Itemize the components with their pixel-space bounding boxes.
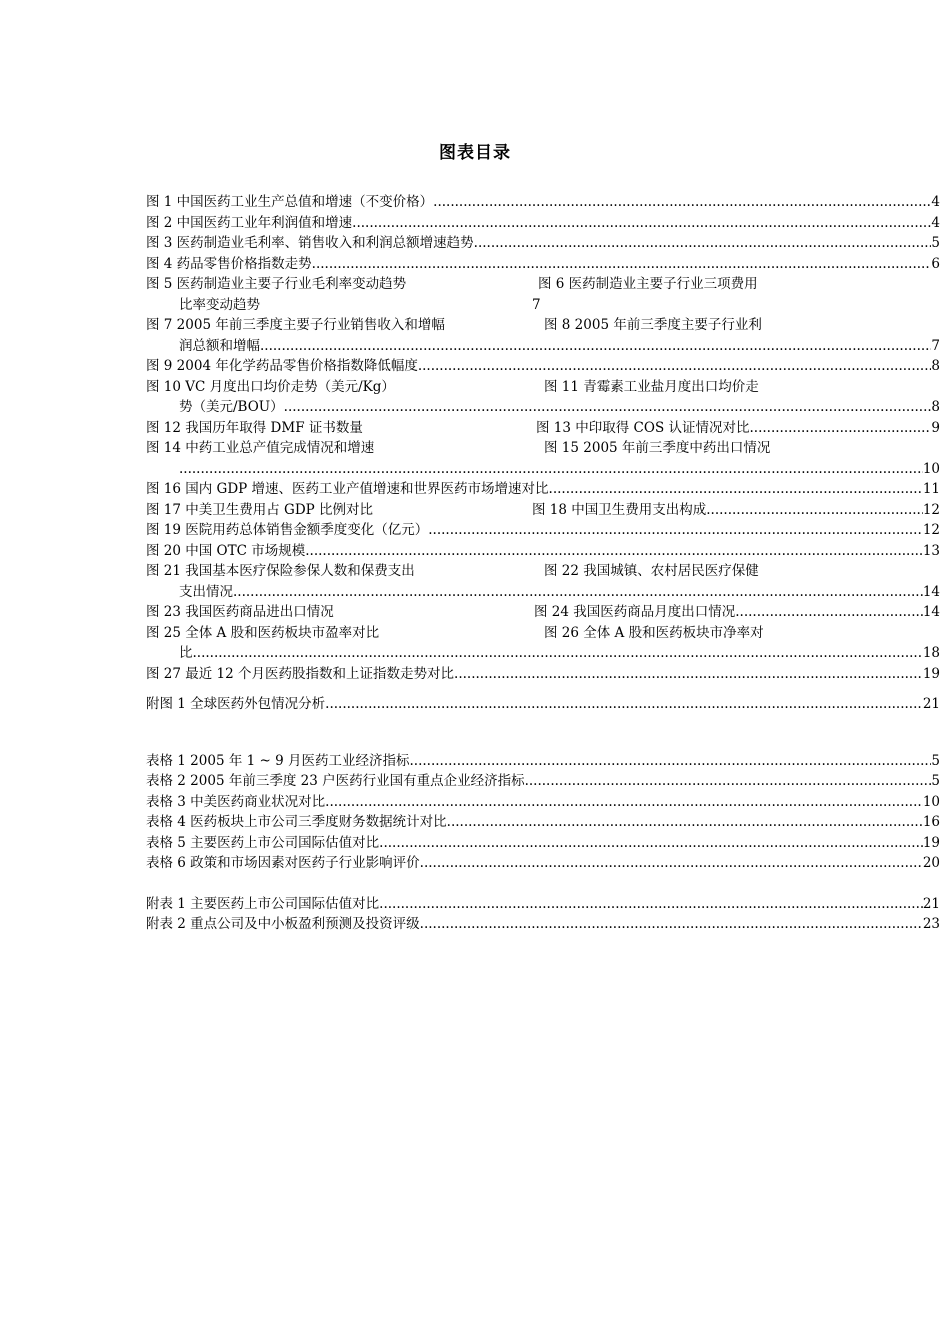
toc-entry[interactable] [146, 664, 940, 685]
page-number: 7 [931, 337, 940, 354]
page-number: 12 [922, 522, 940, 538]
entry-label: 图 19 医院用药总体销售金额季度变化（亿元） [146, 522, 429, 538]
page-number: 21 [922, 895, 940, 912]
entry-label: 附图 1 全球医药外包情况分析 [146, 696, 326, 712]
entry-label: 图 14 中药工业总产值完成情况和增速 [146, 440, 375, 456]
page-number: 8 [931, 358, 940, 374]
toc-entry[interactable] [146, 602, 940, 623]
entry-label: 图 10 VC 月度出口均价走势（美元/Kg） [146, 378, 395, 395]
page-number: 12 [922, 501, 940, 518]
entry-label-second[interactable]: 图 15 2005 年前三季度中药出口情况 [544, 440, 771, 456]
toc-entry[interactable] [146, 315, 940, 336]
entry-label: 图 16 国内 GDP 增速、医药工业产值增速和世界医药市场增速对比 [146, 481, 549, 497]
page-number: 5 [931, 752, 940, 769]
toc-entry[interactable] [146, 894, 940, 915]
toc-entry[interactable] [146, 500, 940, 521]
leader-dots [420, 853, 923, 874]
toc-entry[interactable] [146, 254, 940, 275]
toc-entry-continuation [146, 295, 940, 316]
entry-label: 图 21 我国基本医疗保险参保人数和保费支出 [146, 563, 415, 579]
leader-dots [179, 459, 923, 480]
leader-dots [233, 582, 923, 603]
entry-label-second[interactable]: 图 13 中印取得 COS 认证情况对比 [536, 419, 750, 436]
page-number: 14 [922, 583, 940, 600]
leader-dots [454, 664, 923, 685]
table-of-figures [146, 192, 940, 935]
leader-dots [750, 418, 932, 439]
leader-dots [379, 894, 923, 915]
page-number: 18 [922, 645, 940, 661]
toc-entry[interactable] [146, 418, 940, 439]
toc-entry[interactable] [146, 853, 940, 874]
leader-dots [420, 914, 923, 935]
entry-label: 图 3 医药制造业毛利率、销售收入和利润总额增速趋势 [146, 235, 474, 251]
entry-label: 附表 1 主要医药上市公司国际估值对比 [146, 895, 380, 912]
toc-entry[interactable] [146, 233, 940, 254]
entry-label: 图 7 2005 年前三季度主要子行业销售收入和增幅 [146, 317, 445, 333]
page-number: 10 [922, 793, 940, 810]
page-number: 4 [931, 194, 940, 210]
entry-label: 图 20 中国 OTC 市场规模 [146, 542, 306, 559]
leader-dots [312, 254, 932, 275]
entry-label: 图 1 中国医药工业生产总值和增速（不变价格） [146, 194, 434, 210]
toc-entry[interactable] [146, 914, 940, 935]
page-number: 4 [931, 214, 940, 231]
toc-entry[interactable] [146, 438, 940, 459]
entry-label-second[interactable]: 图 22 我国城镇、农村居民医疗保健 [544, 563, 759, 579]
entry-label: 表格 2 2005 年前三季度 23 户医药行业国有重点企业经济指标 [146, 773, 525, 789]
page-number: 5 [931, 773, 940, 789]
leader-dots [418, 356, 932, 377]
entry-label: 支出情况 [179, 583, 233, 600]
leader-dots [284, 397, 932, 418]
entry-label: 势（美元/BOU） [179, 399, 284, 415]
entry-label: 图 4 药品零售价格指数走势 [146, 255, 312, 272]
page-number: 5 [931, 235, 940, 251]
entry-label: 图 5 医药制造业主要子行业毛利率变动趋势 [146, 276, 407, 292]
entry-label: 润总额和增幅 [179, 337, 260, 354]
page-number: 7 [532, 296, 541, 313]
leader-dots [379, 833, 923, 854]
entry-label: 表格 3 中美医药商业状况对比 [146, 793, 326, 810]
entry-label: 表格 6 政策和市场因素对医药子行业影响评价 [146, 855, 420, 871]
entry-label-second[interactable]: 图 24 我国医药商品月度出口情况 [534, 604, 736, 620]
toc-entry-continuation [146, 397, 940, 418]
toc-entry[interactable] [146, 694, 940, 715]
page-number: 13 [922, 542, 940, 559]
page-number: 19 [922, 665, 940, 682]
page-number: 6 [931, 255, 940, 272]
toc-title: 图表目录 [439, 143, 511, 163]
page-number: 9 [931, 419, 940, 436]
page-number: 23 [922, 916, 940, 932]
toc-entry[interactable] [146, 812, 940, 833]
page-number: 16 [922, 814, 940, 830]
leader-dots [525, 771, 932, 792]
toc-entry[interactable] [146, 356, 940, 377]
toc-entry[interactable] [146, 623, 940, 644]
toc-entry[interactable] [146, 792, 940, 813]
leader-dots [260, 336, 931, 357]
entry-label-second[interactable]: 图 18 中国卫生费用支出构成 [532, 501, 707, 518]
entry-label: 比 [179, 645, 193, 661]
leader-dots [474, 233, 932, 254]
toc-entry[interactable] [146, 561, 940, 582]
leader-dots [735, 602, 923, 623]
page-number: 21 [922, 696, 940, 712]
toc-entry[interactable] [146, 274, 940, 295]
toc-entry[interactable] [146, 377, 940, 398]
leader-dots [549, 479, 923, 500]
leader-dots [447, 812, 923, 833]
toc-entry-continuation [146, 459, 940, 480]
toc-entry-continuation [146, 582, 940, 603]
toc-entry[interactable] [146, 751, 940, 772]
toc-entry[interactable] [146, 541, 940, 562]
entry-label-second[interactable]: 图 11 青霉素工业盐月度出口均价走 [544, 378, 759, 395]
page-number: 14 [922, 604, 940, 620]
leader-dots [305, 541, 923, 562]
entry-label: 表格 4 医药板块上市公司三季度财务数据统计对比 [146, 814, 447, 830]
toc-entry-continuation [146, 643, 940, 664]
leader-dots [325, 694, 923, 715]
entry-label-second[interactable]: 图 8 2005 年前三季度主要子行业利 [544, 317, 762, 333]
leader-dots [352, 213, 931, 234]
entry-label-second[interactable]: 图 6 医药制造业主要子行业三项费用 [538, 276, 758, 292]
leader-dots [325, 792, 923, 813]
entry-label: 表格 5 主要医药上市公司国际估值对比 [146, 834, 380, 851]
toc-entry[interactable] [146, 520, 940, 541]
entry-label-second[interactable]: 图 26 全体 A 股和医药板块市净率对 [544, 624, 764, 641]
entry-label: 图 27 最近 12 个月医药股指数和上证指数走势对比 [146, 665, 455, 682]
page-number: 8 [931, 399, 940, 415]
leader-dots [193, 643, 923, 664]
entry-label: 图 2 中国医药工业年利润值和增速 [146, 214, 353, 231]
toc-entry[interactable] [146, 479, 940, 500]
page-number: 10 [922, 460, 940, 477]
entry-label: 附表 2 重点公司及中小板盈利预测及投资评级 [146, 916, 420, 932]
page-number: 11 [922, 481, 940, 497]
entry-label: 图 25 全体 A 股和医药板块市盈率对比 [146, 624, 380, 641]
entry-label: 图 17 中美卫生费用占 GDP 比例对比 [146, 501, 374, 518]
leader-dots [428, 520, 923, 541]
leader-dots [433, 192, 931, 213]
page-number: 20 [922, 855, 940, 871]
entry-label: 图 12 我国历年取得 DMF 证书数量 [146, 419, 363, 436]
toc-entry[interactable] [146, 192, 940, 213]
toc-entry[interactable] [146, 213, 940, 234]
entry-label: 图 9 2004 年化学药品零售价格指数降低幅度 [146, 358, 418, 374]
page-number: 19 [922, 834, 940, 851]
leader-dots [409, 751, 931, 772]
toc-entry-continuation [146, 336, 940, 357]
toc-entry[interactable] [146, 833, 940, 854]
entry-label: 表格 1 2005 年 1 ~ 9 月医药工业经济指标 [146, 752, 410, 769]
entry-label: 比率变动趋势 [179, 296, 260, 313]
toc-entry[interactable] [146, 771, 940, 792]
leader-dots [706, 500, 923, 521]
entry-label: 图 23 我国医药商品进出口情况 [146, 604, 334, 620]
